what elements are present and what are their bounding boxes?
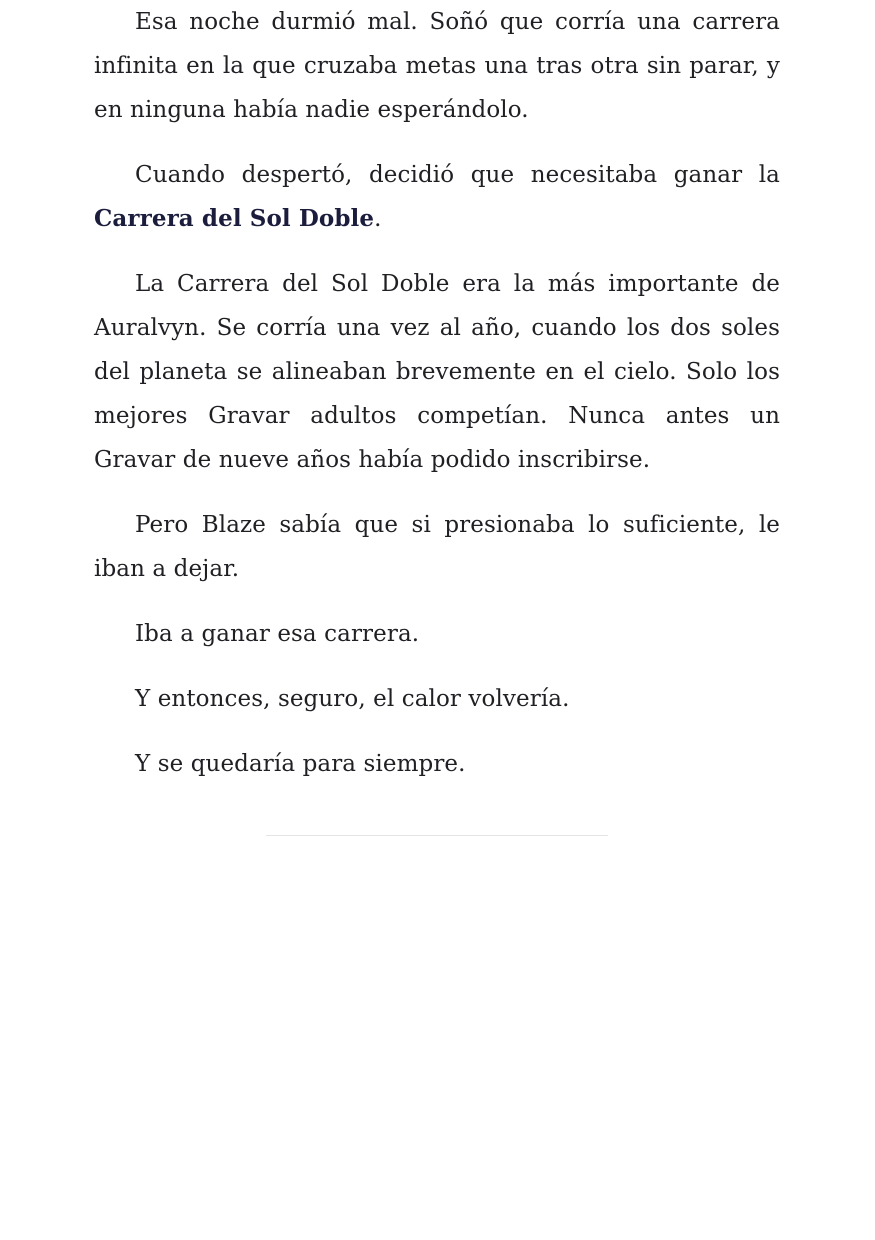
paragraph-race-description: La Carrera del Sol Doble era la más importante de Auralvyn. Se corría una vez al año, cuando los dos soles del planeta se alineaban brevemente en el cielo. Solo los mejores Gravar adultos competían. Nunca antes un Gravar de nueve años había podido inscribirse.	[94, 271, 780, 473]
paragraph-decision-text: Cuando despertó, decidió que necesitaba ganar la	[135, 162, 780, 188]
book-page-text	[94, 0, 780, 807]
race-name-emphasis: Carrera del Sol Doble	[94, 205, 375, 232]
paragraph-dream: Esa noche durmió mal. Soñó que corría una carrera infinita en la que cruzaba metas una tras otra sin parar, y en ninguna había nadie esperándolo.	[94, 9, 780, 123]
paragraph-forever: Y se quedaría para siempre.	[135, 751, 466, 777]
paragraph-blaze-insists: Pero Blaze sabía que si presionaba lo suficiente, le iban a dejar.	[94, 512, 780, 582]
paragraph-heat-returns: Y entonces, seguro, el calor volvería.	[135, 686, 570, 712]
paragraph-decision-end: .	[374, 206, 382, 232]
paragraph-decision	[94, 153, 780, 241]
section-divider	[266, 835, 608, 836]
paragraph-win-race: Iba a ganar esa carrera.	[135, 621, 420, 647]
